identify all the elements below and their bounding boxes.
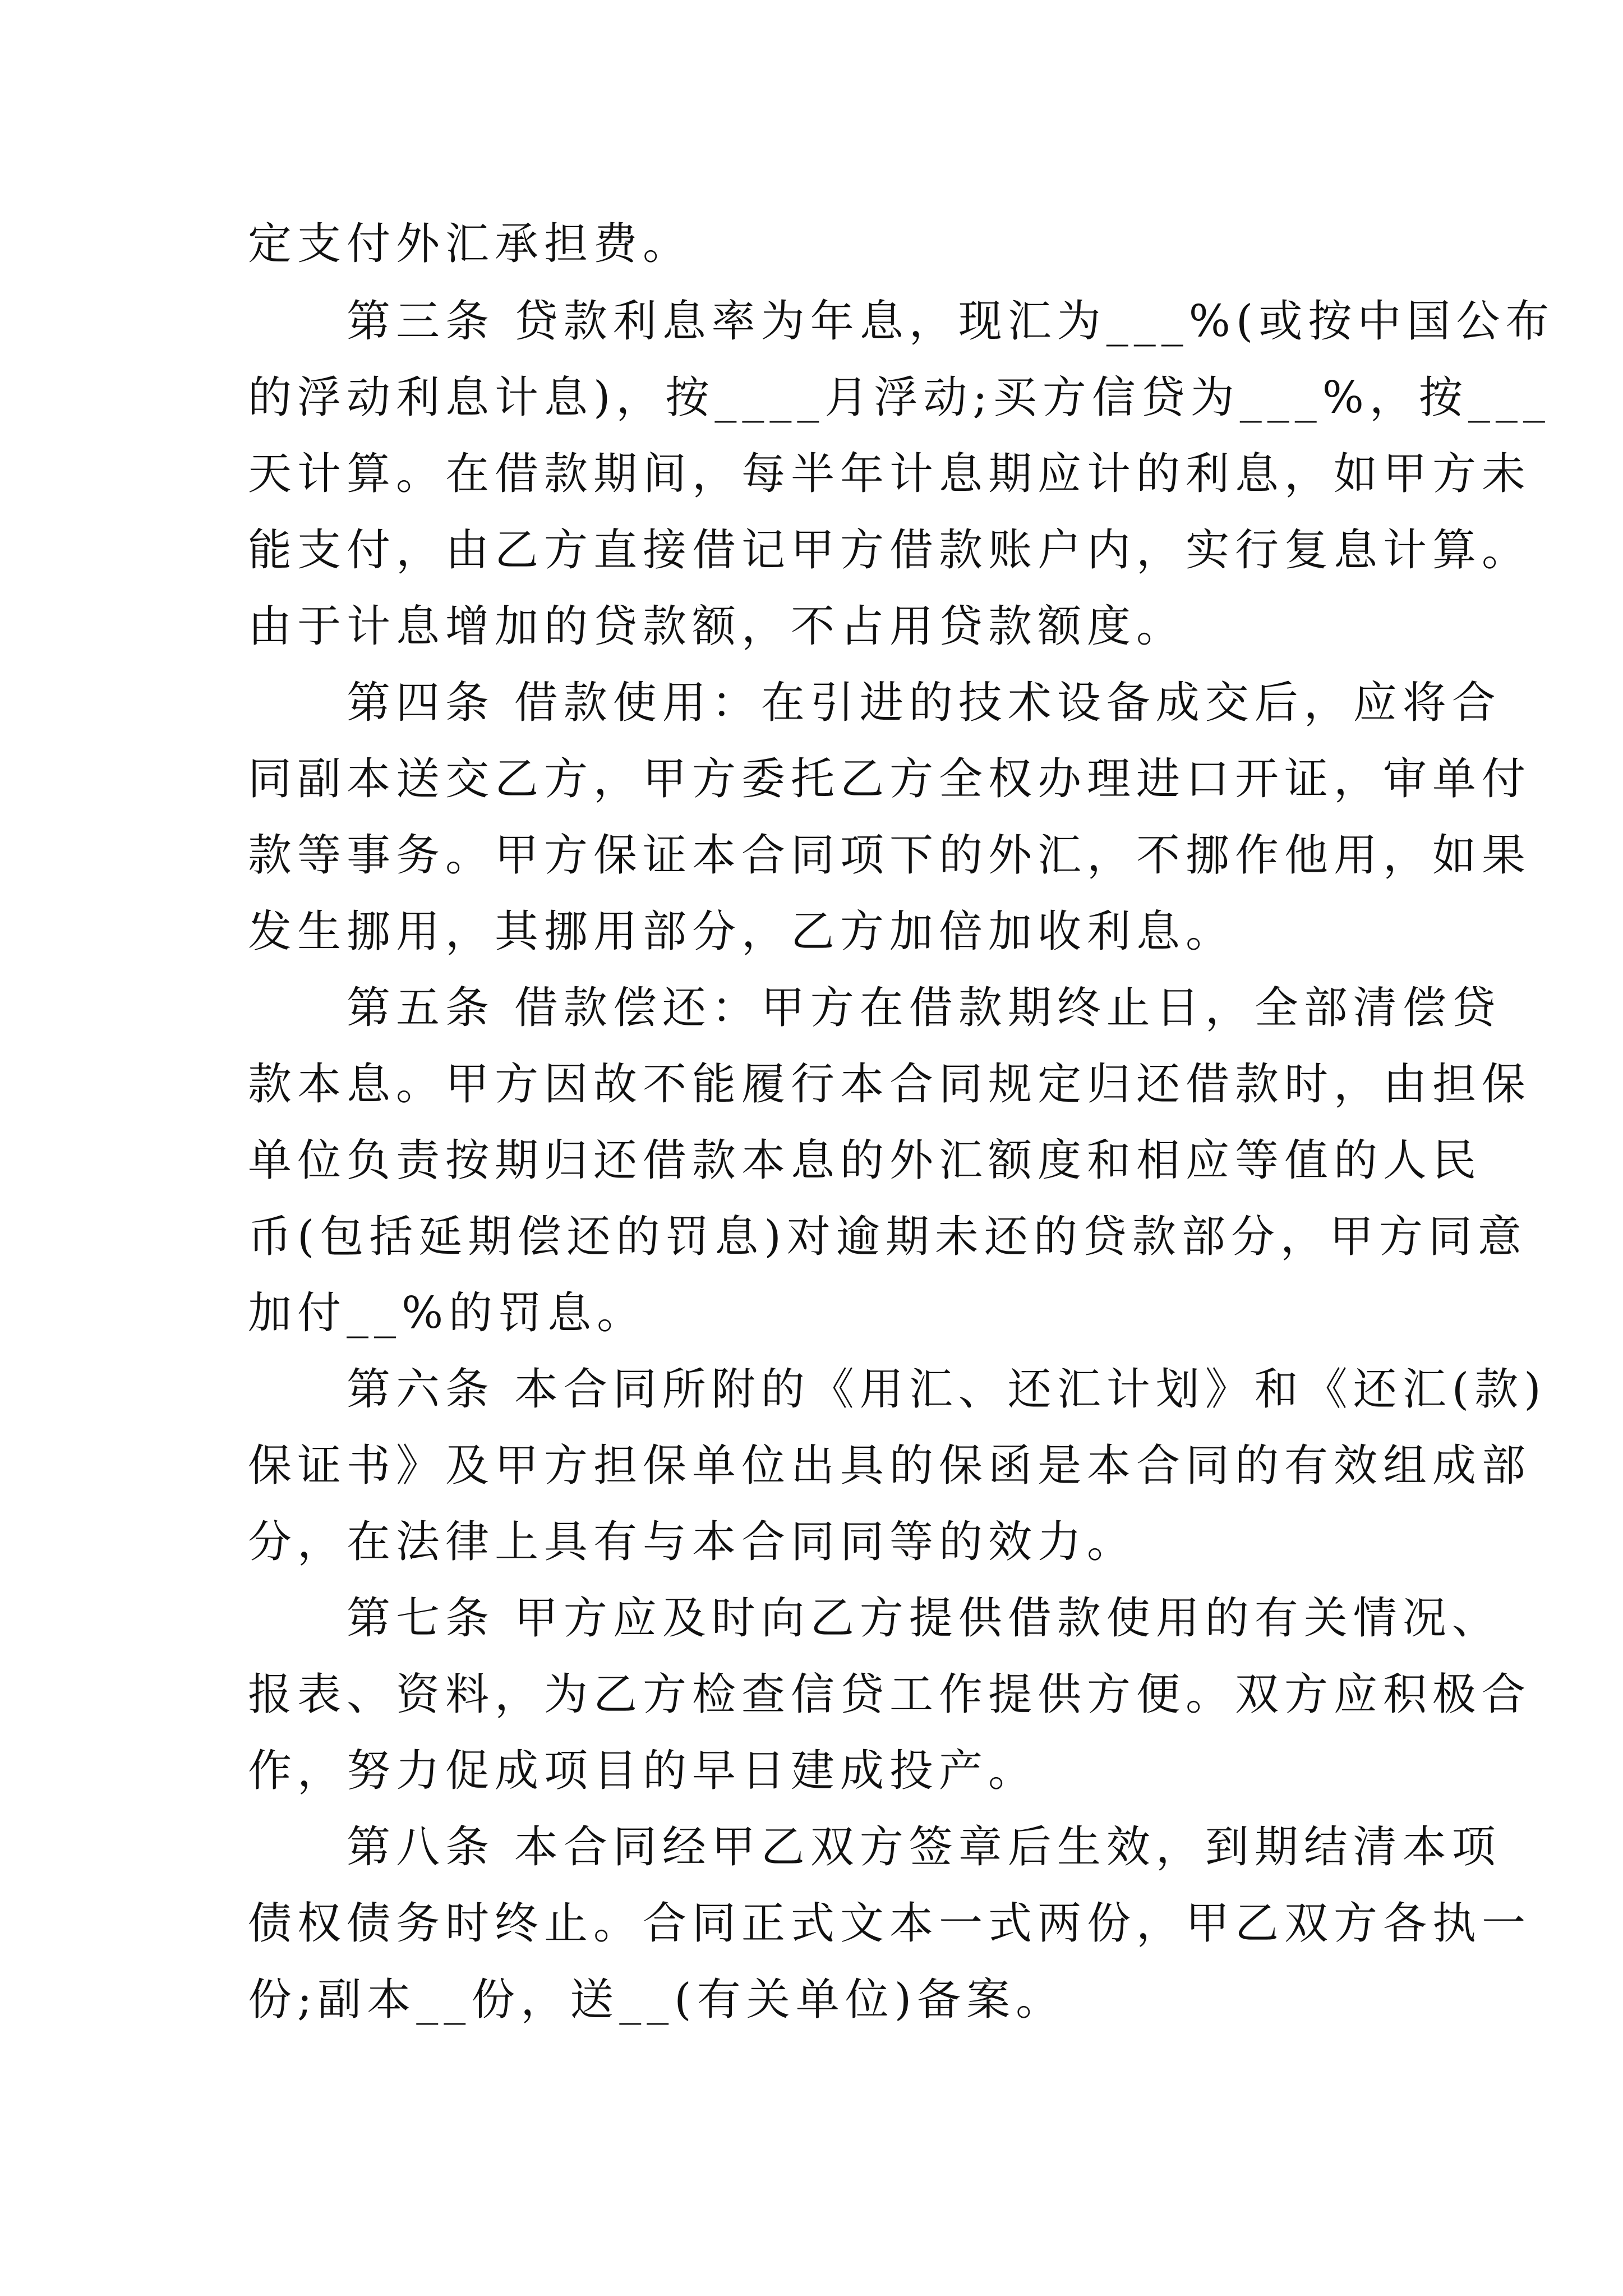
text-line-8: 同副本送交乙方，甲方委托乙方全权办理进口开证，审单付 bbox=[248, 754, 1532, 804]
text-line-13: 单位负责按期归还借款本息的外汇额度和相应等值的人民 bbox=[248, 1135, 1482, 1186]
text-line-3: 的浮动利息计息)，按____月浮动;买方信贷为___%，按___ bbox=[248, 372, 1551, 423]
text-line-9: 款等事务。甲方保证本合同项下的外汇，不挪作他用，如果 bbox=[248, 830, 1532, 881]
text-line-18: 分，在法律上具有与本合同同等的效力。 bbox=[248, 1517, 1137, 1567]
text-line-20: 报表、资料，为乙方检查信贷工作提供方便。双方应积极合 bbox=[248, 1669, 1532, 1720]
text-line-17: 保证书》及甲方担保单位出具的保函是本合同的有效组成部 bbox=[248, 1441, 1532, 1491]
text-line-16: 第六条 本合同所附的《用汇、还汇计划》和《还汇(款) bbox=[248, 1364, 1547, 1415]
text-line-1: 定支付外汇承担费。 bbox=[248, 219, 693, 269]
text-line-22: 第八条 本合同经甲乙双方签章后生效，到期结清本项 bbox=[248, 1822, 1501, 1872]
text-line-21: 作，努力促成项目的早日建成投产。 bbox=[248, 1746, 1038, 1796]
text-line-11: 第五条 借款偿还：甲方在借款期终止日，全部清偿贷 bbox=[248, 983, 1501, 1033]
text-line-19: 第七条 甲方应及时向乙方提供借款使用的有关情况、 bbox=[248, 1593, 1501, 1644]
text-line-24: 份;副本__份，送__(有关单位)备案。 bbox=[248, 1975, 1066, 2025]
text-line-12: 款本息。甲方因故不能履行本合同规定归还借款时，由担保 bbox=[248, 1059, 1532, 1110]
text-line-23: 债权债务时终止。合同正式文本一式两份，甲乙双方各执一 bbox=[248, 1898, 1532, 1949]
text-line-14: 币(包括延期偿还的罚息)对逾期未还的贷款部分，甲方同意 bbox=[248, 1212, 1527, 1262]
text-line-10: 发生挪用，其挪用部分，乙方加倍加收利息。 bbox=[248, 907, 1235, 957]
text-line-6: 由于计息增加的贷款额，不占用贷款额度。 bbox=[248, 601, 1186, 652]
text-line-4: 天计算。在借款期间，每半年计息期应计的利息，如甲方未 bbox=[248, 449, 1532, 499]
text-line-7: 第四条 借款使用：在引进的技术设备成交后，应将合 bbox=[248, 678, 1501, 728]
text-line-15: 加付__%的罚息。 bbox=[248, 1288, 647, 1338]
text-line-5: 能支付，由乙方直接借记甲方借款账户内，实行复息计算。 bbox=[248, 525, 1532, 576]
text-line-2: 第三条 贷款利息率为年息，现汇为___%(或按中国公布 bbox=[248, 296, 1555, 347]
